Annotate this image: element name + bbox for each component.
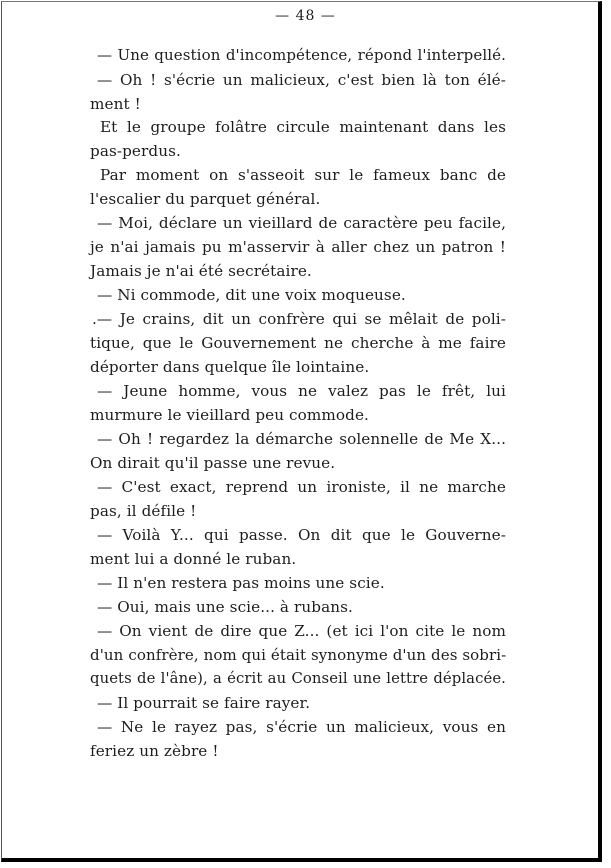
text-line: — On vient de dire que Z... (et ici l'on cite le nom [97, 622, 506, 640]
page-number: — 48 — [275, 8, 336, 24]
text-line: — Ne le rayez pas, s'écrie un malicieux, vous en [97, 718, 506, 736]
text-line: feriez un zèbre ! [90, 742, 219, 760]
text-line: On dirait qu'il passe une revue. [90, 454, 336, 472]
text-line: — Une question d'incompétence, répond l'interpellé. [97, 46, 506, 64]
text-line: — Moi, déclare un vieillard de caractère peu facile, [97, 214, 506, 232]
text-line: — Voilà Y... qui passe. On dit que le Gouverne- [97, 526, 506, 544]
text-line: — Il n'en restera pas moins une scie. [97, 574, 385, 592]
text-line: — Oh ! s'écrie un malicieux, c'est bien là ton élé- [97, 71, 506, 89]
text-line: pas-perdus. [90, 142, 181, 160]
text-line: quets de l'âne), a écrit au Conseil une lettre déplacée. [90, 670, 506, 687]
text-line: ment lui a donné le ruban. [90, 550, 297, 568]
text-line: ment ! [90, 95, 141, 113]
text-line: — Jeune homme, vous ne valez pas le frêt, lui [97, 382, 506, 400]
text-line: Par moment on s'asseoit sur le fameux banc de [100, 166, 506, 184]
text-line: — Ni commode, dit une voix moqueuse. [97, 286, 406, 304]
text-line: — C'est exact, reprend un ironiste, il ne marche [97, 478, 506, 496]
text-line: — Oui, mais une scie... à rubans. [97, 598, 353, 616]
text-line: l'escalier du parquet général. [90, 190, 321, 208]
text-line: Et le groupe folâtre circule maintenant dans les [100, 118, 506, 136]
text-line: pas, il défile ! [90, 502, 197, 520]
text-line: déporter dans quelque île lointaine. [90, 358, 370, 376]
text-line: Jamais je n'ai été secrétaire. [90, 262, 312, 280]
text-line: .— Je crains, dit un confrère qui se mêlait de poli- [92, 310, 506, 328]
text-line: murmure le vieillard peu commode. [90, 406, 369, 424]
text-line: tique, que le Gouvernement ne cherche à me faire [90, 334, 506, 352]
text-line: — Oh ! regardez la démarche solennelle de Me X... [97, 430, 506, 448]
text-line: je n'ai jamais pu m'asservir à aller chez un patron ! [90, 238, 506, 256]
text-line: d'un confrère, nom qui était synonyme d'un des sobri- [90, 646, 507, 664]
text-line: — Il pourrait se faire rayer. [97, 694, 311, 712]
